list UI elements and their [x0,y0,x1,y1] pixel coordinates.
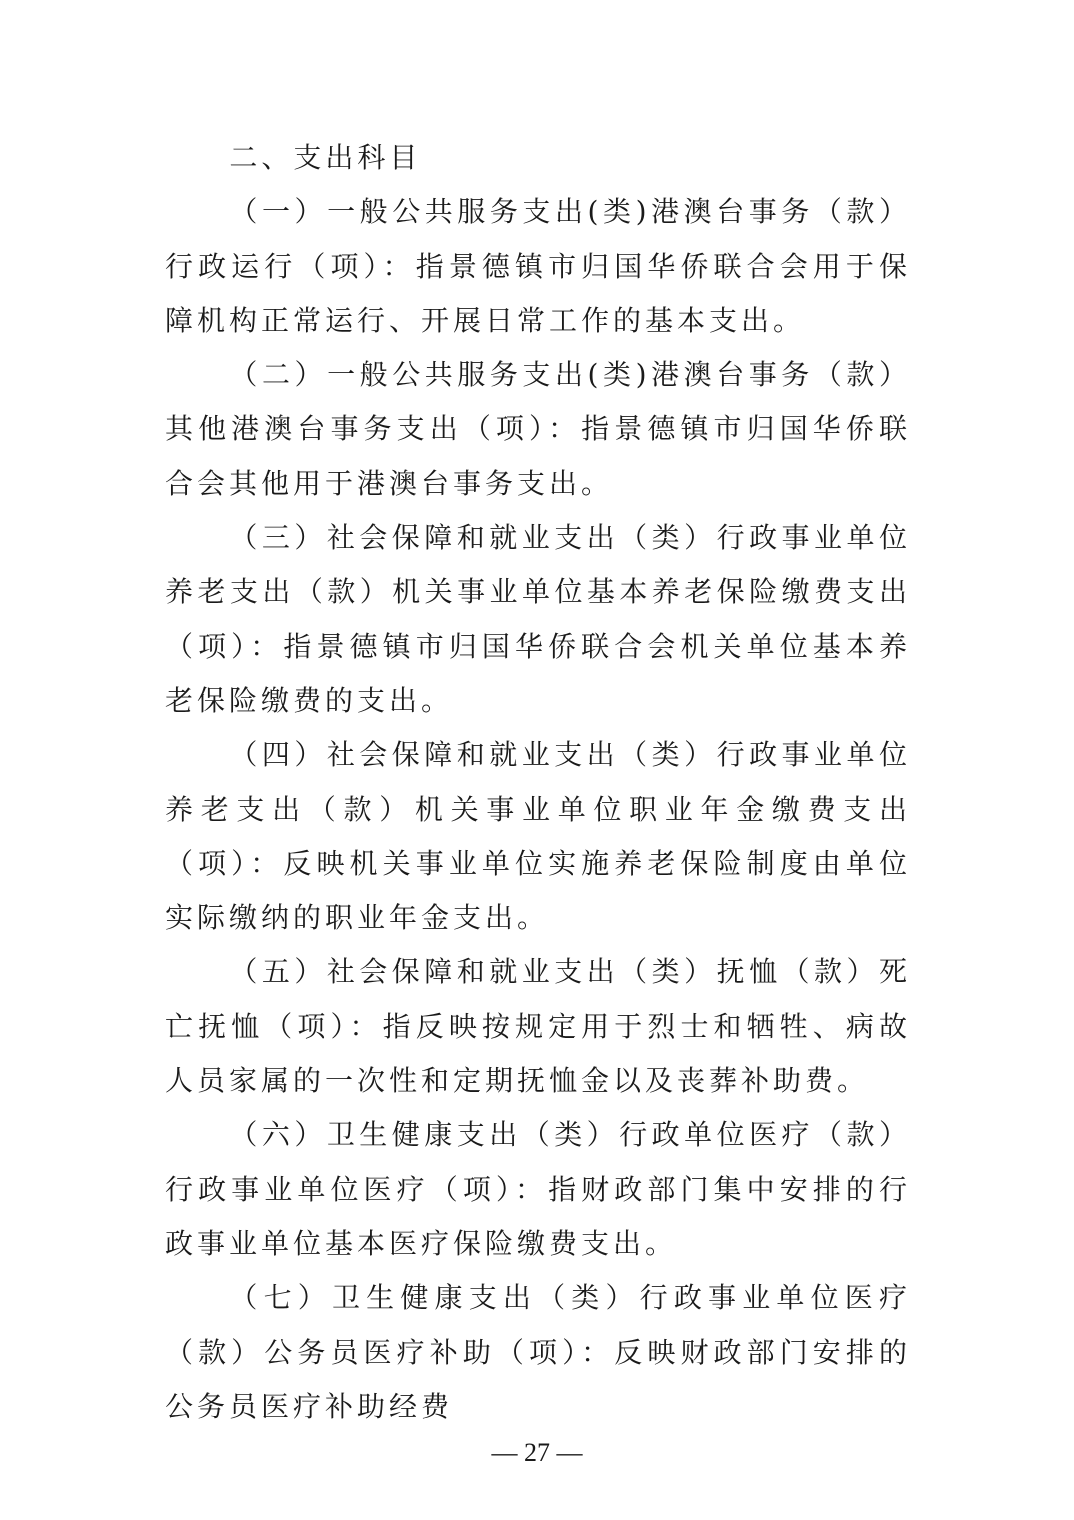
paragraph: （二）一般公共服务支出(类)港澳台事务（款）其他港澳台事务支出（项）：指景德镇市归国华侨联合会其他用于港澳台事务支出。 [165,358,911,500]
page-number: — 27 — [491,1438,583,1467]
document-body [165,131,911,1434]
paragraph: （一）一般公共服务支出(类)港澳台事务（款）行政运行（项）：指景德镇市归国华侨联合会用于保障机构正常运行、开展日常工作的基本支出。 [165,195,911,337]
paragraph: （四）社会保障和就业支出（类）行政事业单位养老支出（款）机关事业单位职业年金缴费支出（项）：反映机关事业单位实施养老保险制度由单位实际缴纳的职业年金支出。 [165,738,911,935]
section-heading: 二、支出科目 [229,141,422,174]
paragraph: （六）卫生健康支出（类）行政单位医疗（款）行政事业单位医疗（项）：指财政部门集中安排的行政事业单位基本医疗保险缴费支出。 [165,1118,911,1260]
paragraph: （七）卫生健康支出（类）行政事业单位医疗（款）公务员医疗补助（项）：反映财政部门安排的公务员医疗补助经费 [165,1281,911,1423]
paragraph: （三）社会保障和就业支出（类）行政事业单位养老支出（款）机关事业单位基本养老保险缴费支出（项）：指景德镇市归国华侨联合会机关单位基本养老保险缴费的支出。 [165,521,911,717]
paragraph: （五）社会保障和就业支出（类）抚恤（款）死亡抚恤（项）：指反映按规定用于烈士和牺牲、病故人员家属的一次性和定期抚恤金以及丧葬补助费。 [165,955,911,1098]
